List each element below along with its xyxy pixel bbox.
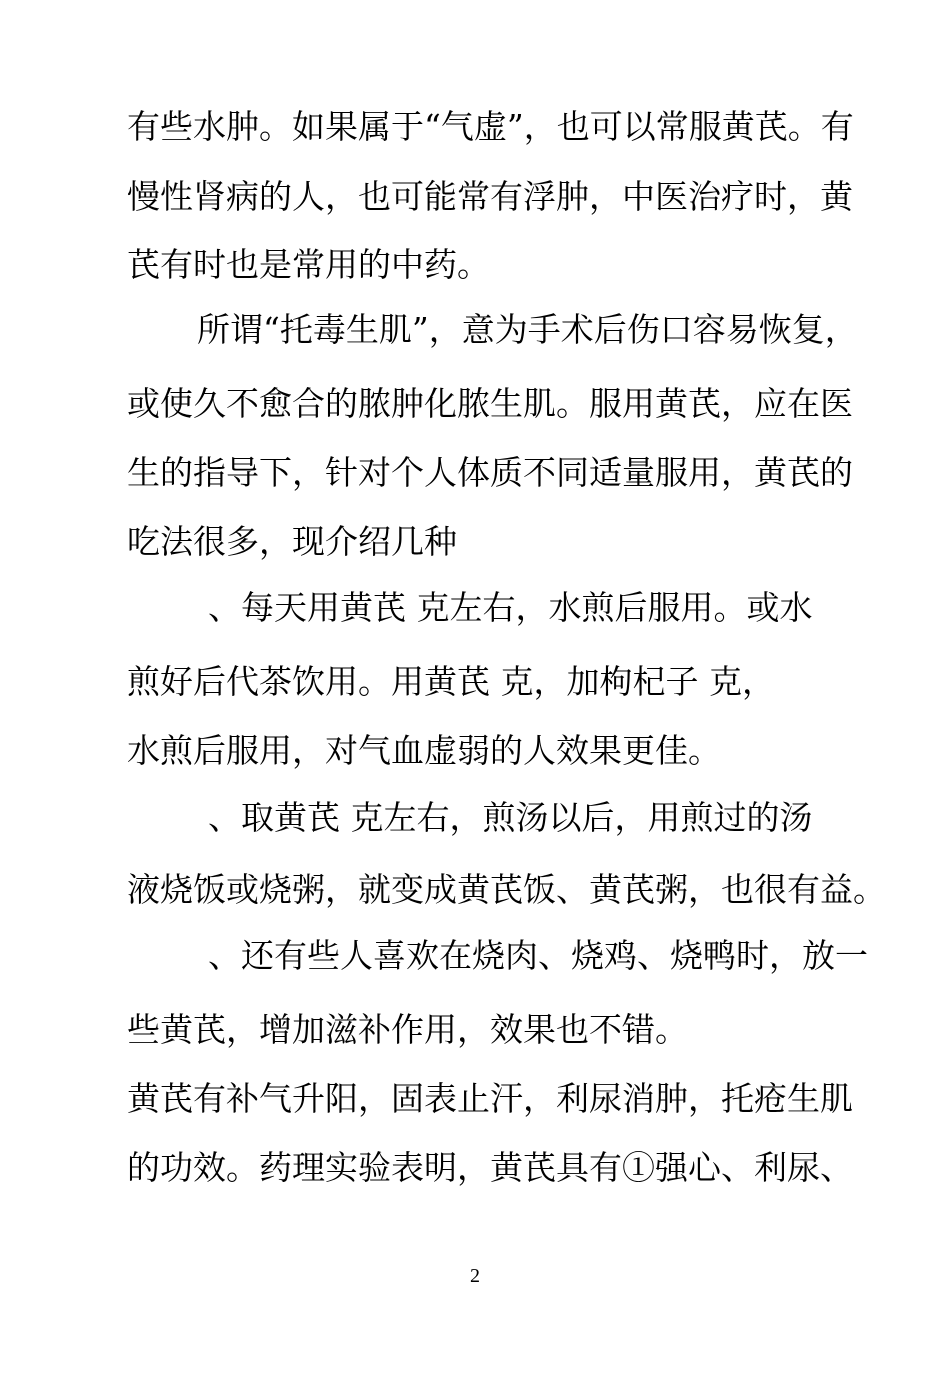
- text-line-7: 吃法很多，现介绍几种: [127, 522, 457, 561]
- text-line-16: 的功效。药理实验表明，黄芪具有①强心、利尿、: [127, 1148, 853, 1187]
- text-line-14: 些黄芪，增加滋补作用，效果也不错。: [127, 1010, 688, 1049]
- text-line-2: 慢性肾病的人，也可能常有浮肿，中医治疗时，黄: [127, 177, 853, 216]
- text-line-1: 有些水肿。如果属于“气虚”，也可以常服黄芪。有: [127, 107, 854, 146]
- text-line-9: 煎好后代茶饮用。用黄芪 克，加枸杞子 克，: [127, 662, 775, 701]
- text-line-4: 所谓“托毒生肌”，意为手术后伤口容易恢复，: [197, 310, 858, 349]
- text-line-13: 、还有些人喜欢在烧肉、烧鸡、烧鸭时，放一: [208, 936, 868, 975]
- text-line-11: 、取黄芪 克左右，煎汤以后，用煎过的汤: [208, 798, 813, 837]
- text-line-3: 芪有时也是常用的中药。: [127, 245, 490, 284]
- page-number: 2: [470, 1265, 480, 1287]
- text-line-12: 液烧饭或烧粥，就变成黄芪饭、黄芪粥，也很有益。: [127, 870, 886, 909]
- text-line-8: 、每天用黄芪 克左右，水煎后服用。或水: [208, 588, 813, 627]
- text-line-6: 生的指导下，针对个人体质不同适量服用，黄芪的: [127, 453, 853, 492]
- text-line-15: 黄芪有补气升阳，固表止汗，利尿消肿，托疮生肌: [127, 1079, 853, 1118]
- text-line-5: 或使久不愈合的脓肿化脓生肌。服用黄芪，应在医: [127, 384, 853, 423]
- text-line-10: 水煎后服用，对气血虚弱的人效果更佳。: [127, 731, 721, 770]
